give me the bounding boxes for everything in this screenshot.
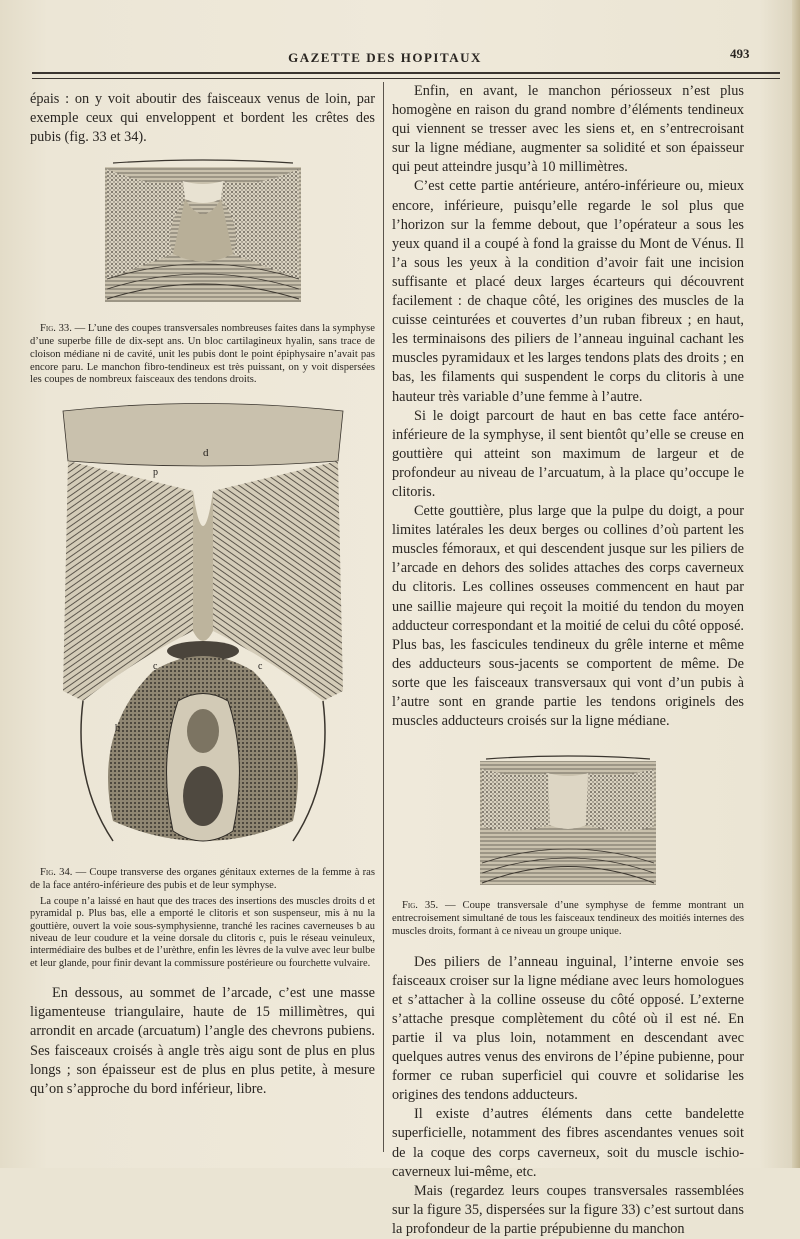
figure-35-caption: [392, 900, 744, 938]
figure-35-caption-text: — Coupe transversale d’une symphyse de femme montrant un entrecroisement simultané de tous les faisceaux tendineux des moitiés internes des muscles droits, formant à ce niveau un groupe unique.: [392, 900, 744, 937]
figure-34-letter-c-left: c: [152, 661, 157, 673]
figure-34-letter-b: b: [114, 723, 120, 735]
figure-33-caption: [30, 323, 375, 387]
figure-34-caption-text: — Coupe transverse des organes génitaux externes de la femme à ras de la face antéro-inférieure des pubis et de leur symphyse.: [30, 867, 375, 892]
paragraph: Si le doigt parcourt de haut en bas cette face antéro-inférieure de la symphyse, il sent bientôt qu’elle se creuse en gouttière qui atteint son maximum de largeur et de profondeur au niveau de l’arcuatum, à la place qu’occupe le clitoris.: [392, 407, 744, 500]
left-column: [30, 90, 375, 1099]
figure-33-label: Fig. 33.: [40, 323, 72, 335]
figure-34-letter-c-right: c: [257, 661, 262, 673]
column-divider: [383, 82, 384, 1152]
figure-34-label: Fig. 34.: [40, 867, 73, 879]
header-rule: [32, 72, 780, 74]
figure-35-label: Fig. 35.: [402, 900, 439, 912]
paragraph: Enfin, en avant, le manchon périosseux n’est plus homogène en raison du grand nombre d’éléments tendineux qui viennent se tresser avec les siens et, en s’entrecroisant sur la ligne médiane, augmenter sa solidité et son épaisseur qui peut atteindre jusqu’à 10 millimètres.: [392, 83, 744, 176]
page-edge: [792, 0, 800, 1168]
header-rule-thin: [32, 78, 780, 79]
paragraph: Il existe d’autres éléments dans cette bandelette superficielle, notamment des fibres ascendantes venues soit de la coque des corps caverneux, soit du muscle ischio-caverneux lui-même, etc.: [392, 1106, 744, 1180]
figure-33: [103, 159, 303, 309]
figure-34-letter-d: d: [202, 447, 208, 460]
paragraph: Cette gouttière, plus large que la pulpe du doigt, a pour limites latérales les deux berges ou collines d’où partent les muscles fémoraux, et qui descendent jusque sur les piliers de l’arcade en dehors des solides attaches des corps caverneux du clitoris. Les collines osseuses commencent en haut par une saillie majeure qui reçoit la moitié du tendon du moyen adducteur correspondant et la moitié de celui du côté opposé. Plus bas, les fascicules tendineux du grêle interne et même des adducteurs sous-jacents se comportent de même. De sorte que les faisceaux transversaux qui vont d’un pubis à l’autre sont en grande partie les tendons originels des muscles adducteurs croisés sur la ligne médiane.: [392, 503, 744, 730]
paragraph: Des piliers de l’anneau inguinal, l’interne envoie ses faisceaux croiser sur la ligne médiane avec leurs homologues et s’attacher à la colline osseuse du côté opposé. L’externe s’attache presque complètement du côté où il est né. En partie il va plus loin, notamment en descendant avec quelques autres venus des environs de l’épine pubienne, pour former ce ruban superficiel qui couvre et solidarise les origines des tendons adducteurs.: [392, 953, 744, 1104]
paragraph: épais : on y voit aboutir des faisceaux venus de loin, par exemple ceux qui enveloppent et bordent les crêtes des pubis (fig. 33 et 34).: [30, 91, 375, 146]
journal-title: GAZETTE DES HOPITAUX: [288, 50, 482, 65]
paragraph: C’est cette partie antérieure, antéro-inférieure ou, mieux encore, inférieure, puisqu’elle regarde le sol plus que l’horizon sur la femme debout, que l’opérateur a sous les yeux quand il a coupé à fond la graisse du Mont de Vénus. Il l’a sous les yeux à la condition d’avoir fait une incision suffisante et placé deux larges écarteurs qui découvrent facilement : de chaque côté, les origines des muscles de la cuisse ceinturées et couvertes d’un ruban fibreux ; en haut, les terminaisons des piliers de l’anneau inguinal cachant les muscles pyramidaux et les larges tendons plats des droits ; en bas, les filaments qui suspendent le corps du clitoris à une hauteur très variable d’une femme à l’autre.: [392, 178, 744, 405]
figure-34-letter-p: p: [152, 467, 158, 479]
figure-34: [53, 401, 353, 861]
right-column: [392, 82, 744, 1239]
figure-35: [478, 755, 658, 890]
figure-34-caption: [30, 867, 375, 893]
page-number: 493: [730, 46, 750, 61]
figure-34-engraving: [53, 401, 353, 861]
figure-34-detail: La coupe n’a laissé en haut que des traces des insertions des muscles droits d et pyramidal p. Plus bas, elle a emporté le clitoris et son suspenseur, mis à nu la gouttière, ouvert la voie sous-symphysienne, tranché les racines caverneuses b au niveau de leur coudure et la veine dorsale du clitoris c, puis le réseau veinuleux, intermédiaire des bulbes et de l’urèthre, enfin les lèvres de la vulve avec leur bulbe et leur glande, pour finir devant la commissure postérieure ou fourchette vulvaire.: [30, 895, 375, 969]
figure-33-caption-text: — L’une des coupes transversales nombreuses faites dans la symphyse d’une superbe fille de dix-sept ans. Un bloc cartilagineux hyalin, sans trace de cloison médiane ni de cavité, unit les pubis dont le point épiphysaire n’avait pas encore paru. Le manchon fibro-tendineux est très puissant, on y voit dispersées les coupes de nombreux faisceaux des tendons droits.: [30, 323, 375, 386]
figure-35-engraving: [478, 755, 658, 890]
paragraph: Mais (regardez leurs coupes transversales rassemblées sur la figure 35, dispersées sur la figure 33) c’est surtout dans la profondeur de la partie prépubienne du manchon: [392, 1182, 744, 1237]
figure-33-engraving: [103, 159, 303, 309]
paragraph: En dessous, au sommet de l’arcade, c’est une masse ligamenteuse triangulaire, haute de 15 millimètres, qui arrondit en arcade (arcuatum) l’angle des chevrons pubiens. Ses faisceaux croisés à angle très aigu sont de plus en plus longs ; son épaisseur est de plus en plus petite, à mesure qu’on s’approche du bord inférieur, libre.: [30, 985, 375, 1097]
